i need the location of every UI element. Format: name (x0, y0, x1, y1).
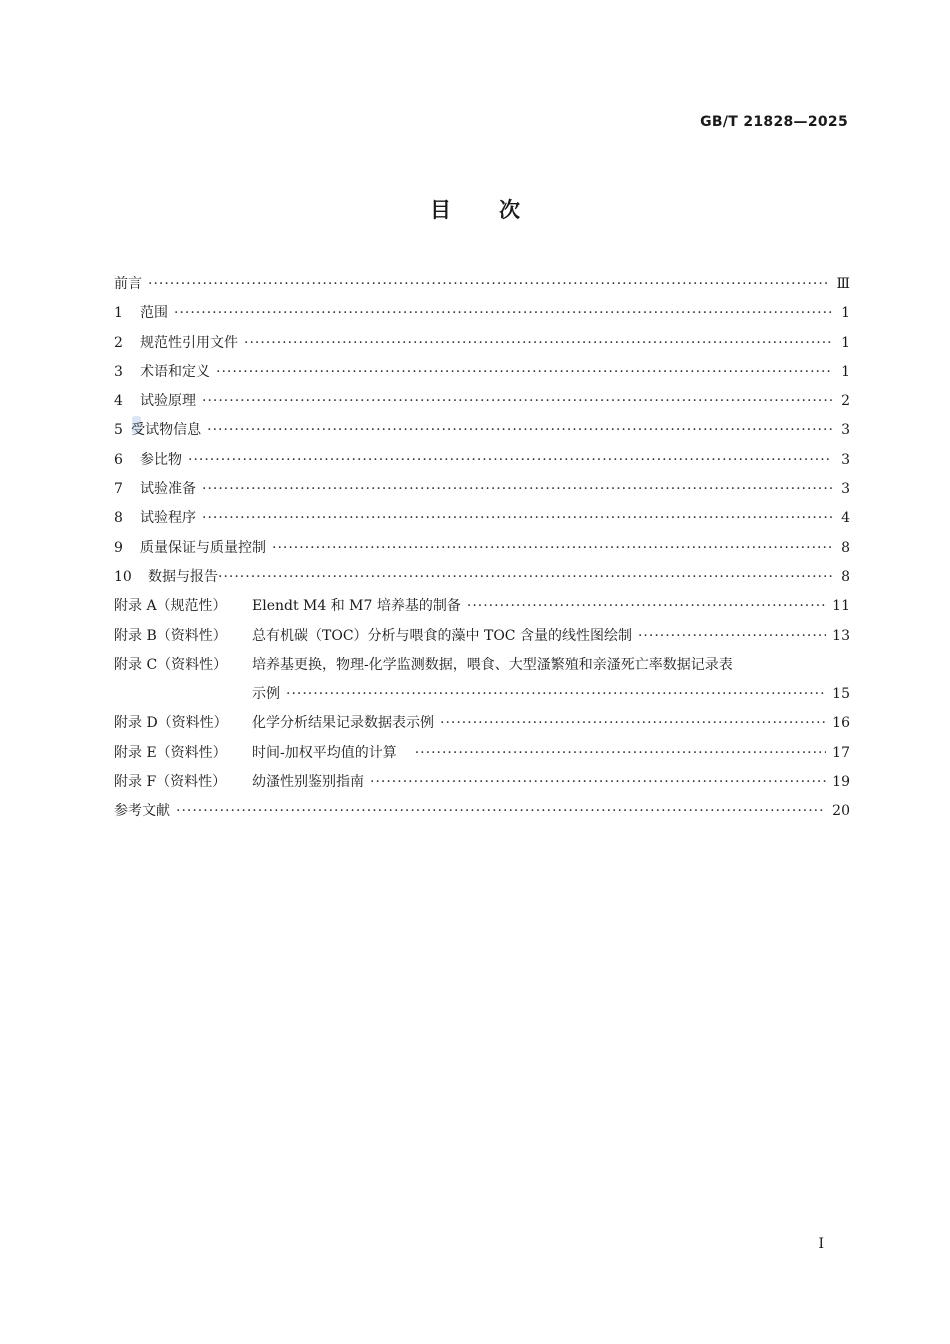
toc-label: 幼溞性别鉴别指南 (252, 774, 364, 791)
dot-leader (202, 475, 832, 504)
toc-entry-references[interactable] (114, 797, 850, 826)
toc-page-number: Ⅲ (836, 276, 850, 292)
toc-page-number: 16 (832, 715, 850, 732)
toc-label: 规范性引用文件 (140, 334, 238, 351)
toc-entry-1[interactable] (114, 299, 850, 328)
toc-page-number: 13 (832, 627, 850, 644)
annex-prefix: 附录 E（资料性） (114, 744, 227, 761)
toc-entry-annex-f[interactable] (114, 768, 850, 797)
toc-label: 时间-加权平均值的计算 (252, 744, 397, 761)
toc-label: 前言 (114, 276, 142, 292)
dot-leader (415, 739, 826, 768)
dot-leader (202, 387, 832, 416)
toc-label: 质量保证与质量控制 (140, 539, 266, 556)
toc-entry-5[interactable] (114, 416, 850, 445)
dot-leader (188, 446, 832, 475)
toc-entry-annex-c-continued[interactable] (114, 680, 850, 709)
toc-entry-3[interactable] (114, 358, 850, 387)
toc-page-number: 1 (841, 305, 850, 322)
dot-leader (216, 358, 832, 387)
toc-page-number: 3 (841, 481, 850, 498)
toc-entry-9[interactable] (114, 534, 850, 563)
annex-prefix: 附录 C（资料性） (114, 656, 228, 673)
dot-leader (174, 299, 832, 328)
dot-leader (440, 709, 826, 738)
toc-number: 10 (114, 568, 132, 585)
dot-leader (218, 563, 832, 592)
dot-leader (272, 534, 832, 563)
toc-entry-4[interactable] (114, 387, 850, 416)
toc-number: 9 (114, 539, 123, 556)
toc-entry-annex-c[interactable] (114, 651, 850, 680)
toc-entry-8[interactable] (114, 504, 850, 533)
toc-page-number: 8 (841, 568, 850, 585)
toc-number: 4 (114, 393, 123, 410)
toc-label: 范围 (140, 305, 168, 322)
toc-label-continued: 示例 (252, 686, 280, 703)
toc-number: 8 (114, 510, 123, 527)
toc-number: 5 (114, 422, 123, 439)
dot-leader (244, 329, 832, 358)
dot-leader (148, 270, 830, 299)
dot-leader (638, 622, 826, 651)
standard-number: GB/T 21828—2025 (700, 114, 848, 130)
annex-prefix: 附录 B（资料性） (114, 627, 227, 644)
toc-entry-annex-d[interactable] (114, 709, 850, 738)
toc-label: 培养基更换，物理-化学监测数据，喂食、大型溞繁殖和亲溞死亡率数据记录表 (252, 656, 733, 673)
toc-label: 总有机碳（TOC）分析与喂食的藻中 TOC 含量的线性图绘制 (252, 627, 632, 644)
toc-page-number: 3 (841, 451, 850, 468)
table-of-contents (114, 270, 850, 827)
toc-page-number: 2 (841, 393, 850, 410)
annex-prefix: 附录 A（规范性） (114, 598, 227, 615)
toc-page-number: 19 (832, 774, 850, 791)
toc-entry-foreword[interactable] (114, 270, 850, 299)
toc-entry-10[interactable] (114, 563, 850, 592)
toc-label: 参考文献 (114, 803, 170, 820)
toc-number: 6 (114, 451, 123, 468)
toc-page-number: 3 (841, 422, 850, 439)
dot-leader (202, 504, 832, 533)
toc-page-number: 1 (841, 334, 850, 351)
toc-page-number: 20 (832, 803, 850, 820)
toc-entry-annex-a[interactable] (114, 592, 850, 621)
toc-label: 试验原理 (140, 393, 196, 410)
dot-leader (286, 680, 826, 709)
page-title: 目次 (430, 198, 568, 222)
dot-leader (370, 768, 826, 797)
toc-label: 试验准备 (140, 481, 196, 498)
toc-label: Elendt M4 和 M7 培养基的制备 (252, 598, 461, 615)
toc-label: 数据与报告 (148, 568, 218, 585)
toc-label: 参比物 (140, 451, 182, 468)
dot-leader (467, 592, 826, 621)
toc-page-number: 17 (832, 744, 850, 761)
annex-prefix: 附录 D（资料性） (114, 715, 228, 732)
dot-leader (176, 797, 826, 826)
toc-entry-annex-e[interactable] (114, 739, 850, 768)
toc-number: 1 (114, 305, 123, 322)
toc-page-number: 11 (832, 598, 850, 615)
toc-page-number: 15 (832, 686, 850, 703)
toc-label: 化学分析结果记录数据表示例 (252, 715, 434, 732)
annex-prefix: 附录 F（资料性） (114, 774, 227, 791)
toc-entry-6[interactable] (114, 446, 850, 475)
toc-label: 术语和定义 (140, 363, 210, 380)
toc-page-number: 1 (841, 363, 850, 380)
toc-page-number: 4 (841, 510, 850, 527)
toc-number: 7 (114, 481, 123, 498)
toc-entry-annex-b[interactable] (114, 622, 850, 651)
toc-number: 3 (114, 363, 123, 380)
toc-page-number: 8 (841, 539, 850, 556)
page-folio: I (818, 1236, 824, 1252)
toc-label: 试验程序 (140, 510, 196, 527)
dot-leader (207, 416, 832, 445)
toc-entry-2[interactable] (114, 329, 850, 358)
toc-label: 受试物信息 (131, 422, 202, 439)
toc-number: 2 (114, 334, 123, 351)
toc-entry-7[interactable] (114, 475, 850, 504)
